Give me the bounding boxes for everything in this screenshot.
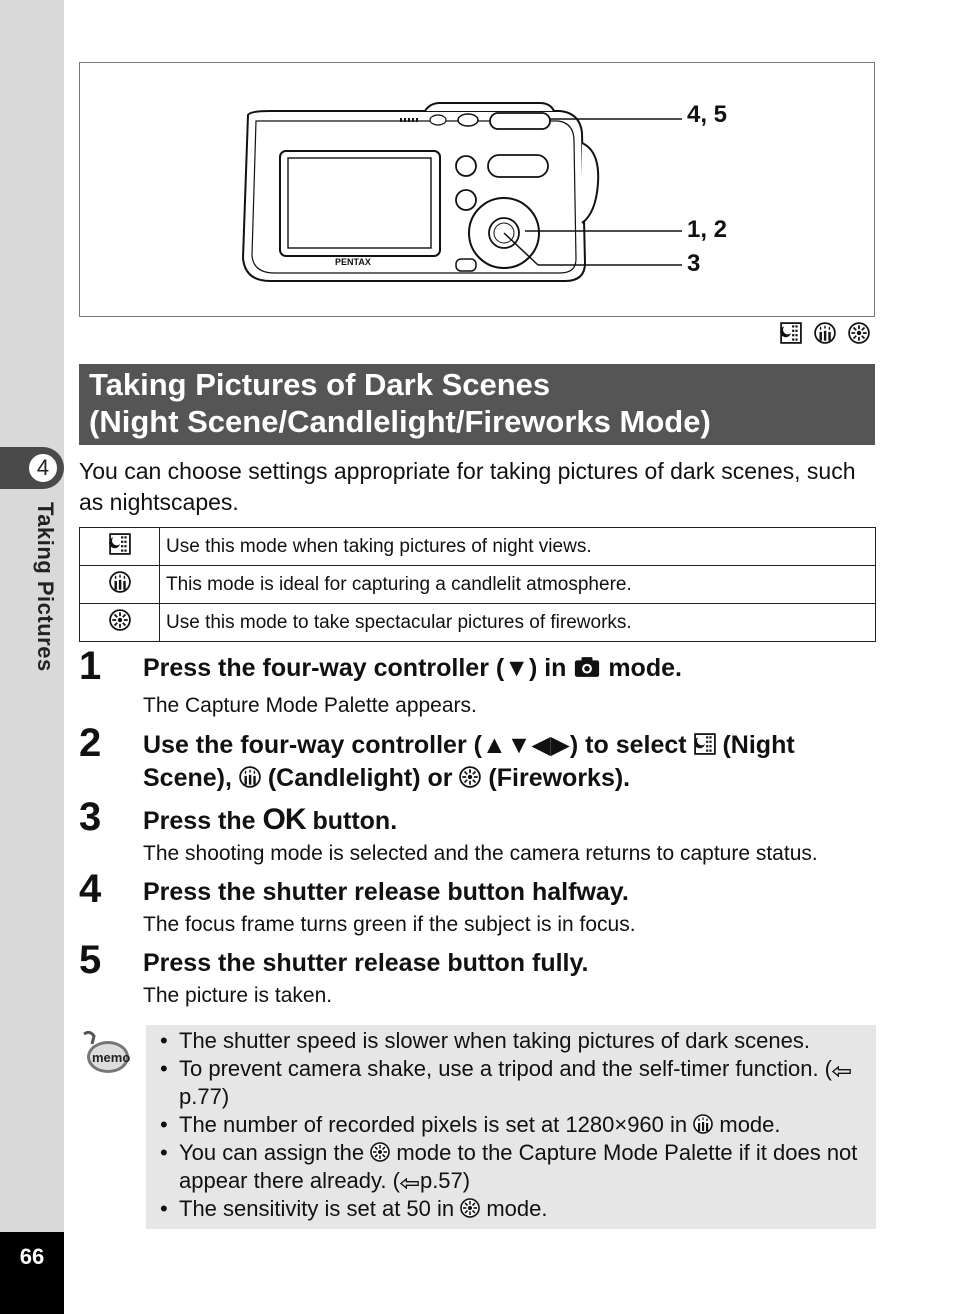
step-5-title: Press the shutter release button fully. <box>143 949 589 977</box>
page-reference: p.57) <box>419 1168 471 1193</box>
page-reference: p.77) <box>179 1084 230 1109</box>
night-scene-icon <box>694 733 716 755</box>
intro-paragraph: You can choose settings appropriate for taking pictures of dark scenes, such as nightscapes. <box>79 458 856 515</box>
night-scene-icon <box>780 322 802 344</box>
ok-button-glyph: OK <box>262 803 306 836</box>
memo-box <box>146 1025 876 1229</box>
memo-list <box>158 1027 864 1223</box>
memo-text: mode. <box>713 1112 781 1137</box>
section-title-line2: (Night Scene/Candlelight/Fireworks Mode) <box>89 404 711 439</box>
callout-shutter: 4, 5 <box>687 101 728 128</box>
fireworks-icon <box>848 322 870 344</box>
chapter-title: Taking Pictures <box>33 502 58 672</box>
candlelight-icon <box>693 1114 713 1134</box>
callout-ok-button: 3 <box>687 250 701 277</box>
step-1-text-a: Press the four-way controller (▼) in <box>143 654 574 682</box>
section-title <box>79 364 875 445</box>
memo-text: You can assign the <box>179 1140 371 1165</box>
fireworks-icon <box>109 609 131 631</box>
table-description: Use this mode when taking pictures of night views. <box>160 528 876 566</box>
brand-logo: PENTAX <box>335 257 371 267</box>
table-description: Use this mode to take spectacular pictures of fireworks. <box>160 604 876 642</box>
camera-figure <box>79 62 875 317</box>
shutter-button <box>490 113 550 129</box>
memo-text: To prevent camera shake, use a tripod and the self-timer function. ( <box>179 1056 832 1081</box>
list-item <box>158 1111 864 1139</box>
night-scene-icon <box>109 533 131 555</box>
step-4-title: Press the shutter release button halfway. <box>143 878 629 906</box>
step-5-number: 5 <box>79 938 102 982</box>
memo-text: The sensitivity is set at 50 in <box>179 1196 461 1221</box>
mode-icons-row <box>780 322 870 344</box>
step-3-description: The shooting mode is selected and the camera returns to capture status. <box>143 842 818 865</box>
step-2-text-d: (Fireworks). <box>481 764 631 792</box>
step-4-description: The focus frame turns green if the subject is in focus. <box>143 913 636 936</box>
page-number: 66 <box>19 1244 45 1269</box>
step-1-title <box>143 652 883 685</box>
memo-text: The number of recorded pixels is set at 1280×960 in <box>179 1112 694 1137</box>
fireworks-icon <box>370 1142 390 1162</box>
step-2-text-b: (Night Scene), <box>143 731 795 792</box>
table-icon-cell <box>80 604 160 642</box>
step-1-number: 1 <box>79 644 102 688</box>
table-icon-cell <box>80 528 160 566</box>
mode-table <box>79 527 876 642</box>
step-2-number: 2 <box>79 721 102 765</box>
step-3-text-a: Press the <box>143 807 263 835</box>
step-5-description: The picture is taken. <box>143 984 333 1007</box>
candlelight-icon <box>239 766 261 788</box>
list-item <box>158 1139 864 1195</box>
table-description: This mode is ideal for capturing a candlelit atmosphere. <box>160 566 876 604</box>
list-item <box>158 1055 864 1111</box>
list-item <box>158 1195 864 1223</box>
memo-text: mode. <box>480 1196 548 1221</box>
camera-back-illustration <box>80 63 876 318</box>
section-title-line1: Taking Pictures of Dark Scenes <box>89 367 551 402</box>
fireworks-icon <box>459 766 481 788</box>
table-row <box>80 604 876 642</box>
step-2-text-c: (Candlelight) or <box>260 764 460 792</box>
table-icon-cell <box>80 566 160 604</box>
list-item: • The shutter speed is slower when taking pictures of dark scenes. <box>158 1027 864 1055</box>
step-2-text-a: Use the four-way controller (▲▼◀▶) to select <box>143 731 694 759</box>
memo-text: mode to the Capture Mode Palette if it does not appear there already. ( <box>179 1140 858 1193</box>
table-row <box>80 566 876 604</box>
fireworks-icon <box>460 1198 480 1218</box>
memo-label: memo <box>92 1050 131 1065</box>
step-1-text-b: mode. <box>601 654 682 682</box>
chapter-number: 4 <box>27 452 59 484</box>
reference-pointer-icon <box>400 1177 420 1190</box>
memo-icon <box>80 1030 132 1076</box>
capture-mode-camera-icon <box>573 656 601 678</box>
step-3-title <box>143 803 883 838</box>
step-3-number: 3 <box>79 795 102 839</box>
step-2-title <box>143 729 883 795</box>
step-1-description: The Capture Mode Palette appears. <box>143 694 477 717</box>
step-4-number: 4 <box>79 867 102 911</box>
callout-controller: 1, 2 <box>687 216 728 243</box>
table-row <box>80 528 876 566</box>
step-3-text-b: button. <box>305 807 398 835</box>
candlelight-icon <box>814 322 836 344</box>
reference-pointer-icon <box>832 1065 852 1078</box>
candlelight-icon <box>109 571 131 593</box>
